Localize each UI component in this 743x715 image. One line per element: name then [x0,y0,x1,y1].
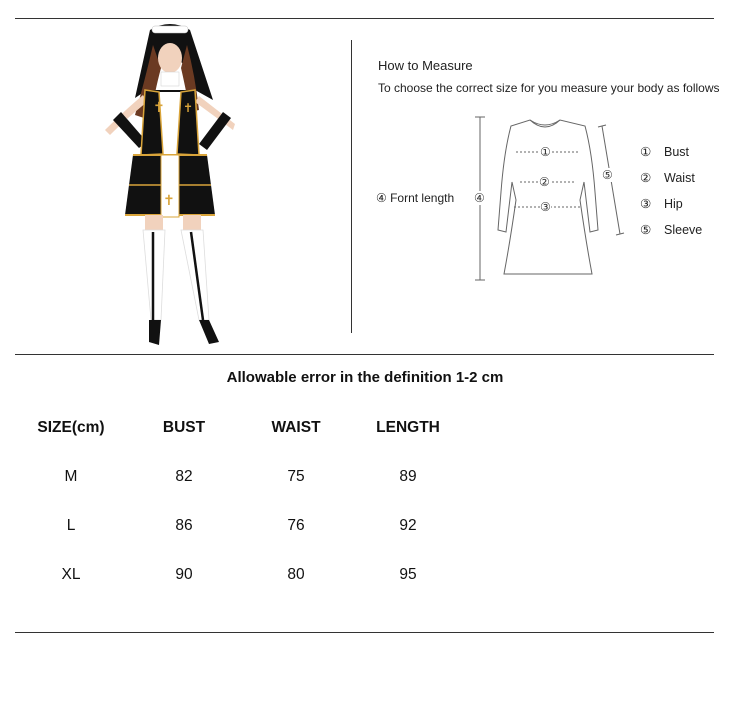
cell-bust: 90 [175,566,193,583]
dress-diagram [470,112,640,287]
header-length: LENGTH [376,419,440,436]
legend-item-hip [640,196,702,222]
diagram-mark-length: ④ [474,191,485,205]
legend-label: Bust [664,145,690,159]
cell-size: M [64,468,78,485]
legend-label: Hip [664,197,683,211]
measure-title: How to Measure [378,58,473,73]
bottom-rule [15,632,714,633]
diagram-mark-waist: ② [539,175,550,189]
middle-rule [15,354,714,355]
svg-text:✝: ✝ [153,100,165,116]
diagram-mark-bust: ① [540,145,551,159]
legend-num: ⑤ [640,223,652,237]
cell-length: 95 [399,566,417,583]
cell-bust: 86 [175,517,193,534]
cell-length: 89 [399,468,417,485]
header-bust: BUST [162,419,206,436]
legend-num: ① [640,145,652,159]
cell-waist: 75 [287,468,305,485]
vertical-divider [351,40,352,333]
model-image [95,20,245,350]
front-length-label: ④ Fornt length [376,191,455,205]
legend-num: ② [640,171,652,185]
legend-label: Waist [664,171,695,185]
cell-waist: 76 [287,517,305,534]
cell-size: XL [61,566,81,583]
legend-item-sleeve [640,222,702,248]
header-waist: WAIST [271,419,321,436]
diagram-mark-sleeve: ⑤ [602,168,613,182]
svg-text:✝: ✝ [183,101,194,115]
legend-item-bust [640,144,702,170]
legend-label: Sleeve [664,223,703,237]
diagram-mark-hip: ③ [540,200,551,214]
legend-item-waist [640,170,702,196]
header-size: SIZE(cm) [37,419,105,436]
svg-text:✝: ✝ [163,193,175,209]
top-rule [15,18,714,19]
cell-size: L [66,517,76,534]
cell-bust: 82 [175,468,193,485]
cell-waist: 80 [287,566,305,583]
legend-num: ③ [640,197,652,211]
table-caption: Allowable error in the definition 1-2 cm [226,369,504,386]
measure-legend [640,144,702,248]
cell-length: 92 [399,517,417,534]
measure-subtitle: To choose the correct size for you measure your body as follows [378,81,720,95]
